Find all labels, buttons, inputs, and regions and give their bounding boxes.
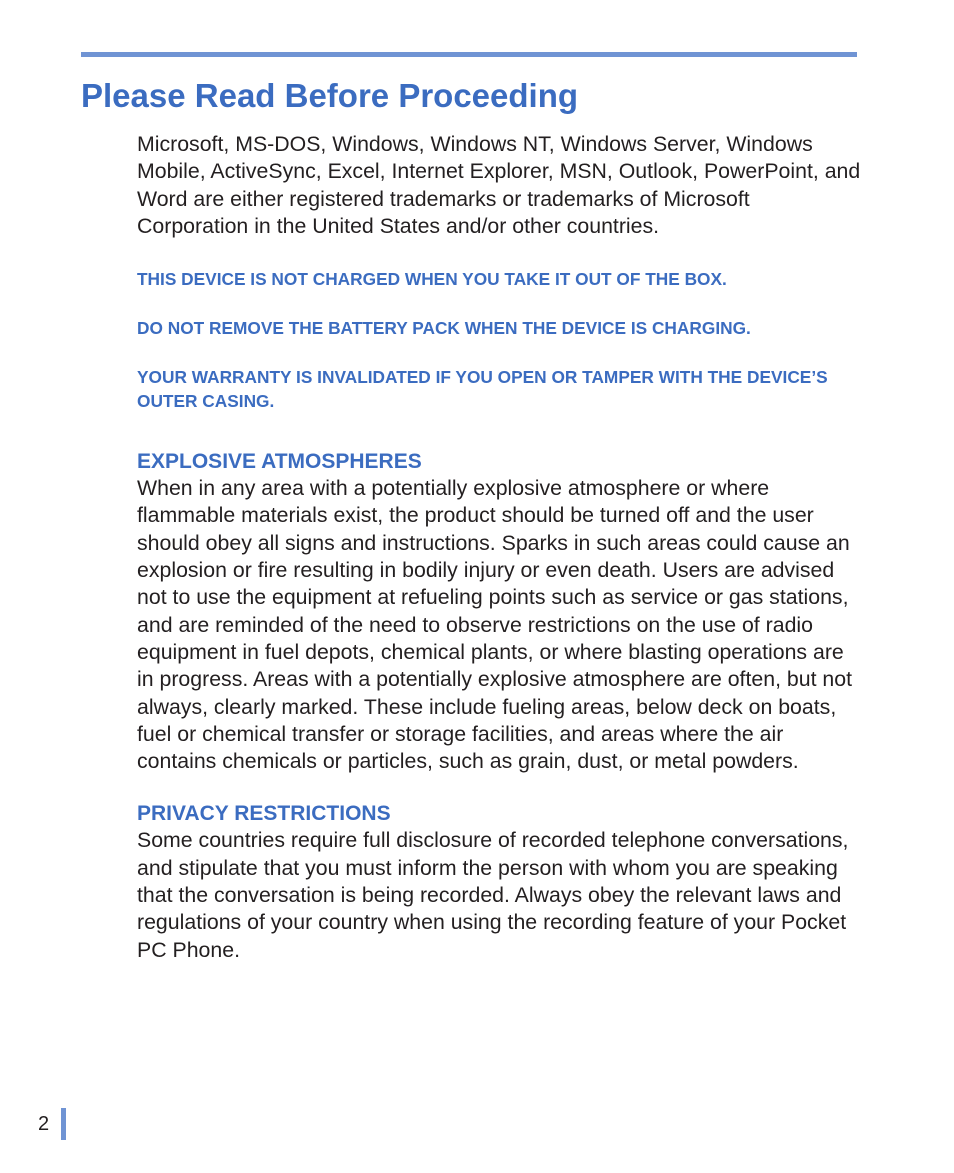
- top-rule: [81, 52, 857, 57]
- warning-warranty: YOUR WARRANTY IS INVALIDATED IF YOU OPEN OR TAMPER WITH THE DEVICE’S OUTER CASING.: [137, 367, 828, 412]
- section-body-explosive-atmospheres: When in any area with a potentially explosive atmosphere or where flammable materials exist, the product should be turned off and the user should obey all signs and instructions. Sparks in such areas could cause an explosion or fire resulting in bodily injury or even death. Users are advised not to use the equipment at refueling points such as service or gas stations, and are reminded of the need to observe restrictions on the use of radio equipment in fuel depots, chemical plants, or where blasting operations are in progress. Areas with a potentially explosive atmosphere are often, but not always, clearly marked. These include fueling areas, below deck on boats, fuel or chemical transfer or storage facilities, and areas where the air contains chemicals or particles, such as grain, dust, or metal powders.: [137, 476, 853, 774]
- warning-battery-pack: DO NOT REMOVE THE BATTERY PACK WHEN THE DEVICE IS CHARGING.: [137, 318, 751, 339]
- footer-bar: [61, 1108, 66, 1140]
- page-title: Please Read Before Proceeding: [81, 77, 579, 114]
- page-content: [137, 131, 861, 964]
- section-body-privacy-restrictions: Some countries require full disclosure of recorded telephone conversations, and stipulate that you must inform the person with whom you are speaking that the conversation is being recorded. Always obey the relevant laws and regulations of your country when using the recording feature of your Pocket PC Phone.: [137, 828, 849, 962]
- page-number: 2: [38, 1112, 50, 1135]
- warning-not-charged: THIS DEVICE IS NOT CHARGED WHEN YOU TAKE IT OUT OF THE BOX.: [137, 269, 727, 290]
- trademark-notice: Microsoft, MS-DOS, Windows, Windows NT, Windows Server, Windows Mobile, ActiveSync, Excel, Internet Explorer, MSN, Outlook, PowerPoint, and Word are either registered trademarks or trademarks of Microsoft Corporation in the United States and/or other countries.: [137, 132, 861, 238]
- page-footer: [38, 1107, 66, 1141]
- section-heading-explosive-atmospheres: EXPLOSIVE ATMOSPHERES: [137, 450, 422, 474]
- section-heading-privacy-restrictions: PRIVACY RESTRICTIONS: [137, 802, 391, 826]
